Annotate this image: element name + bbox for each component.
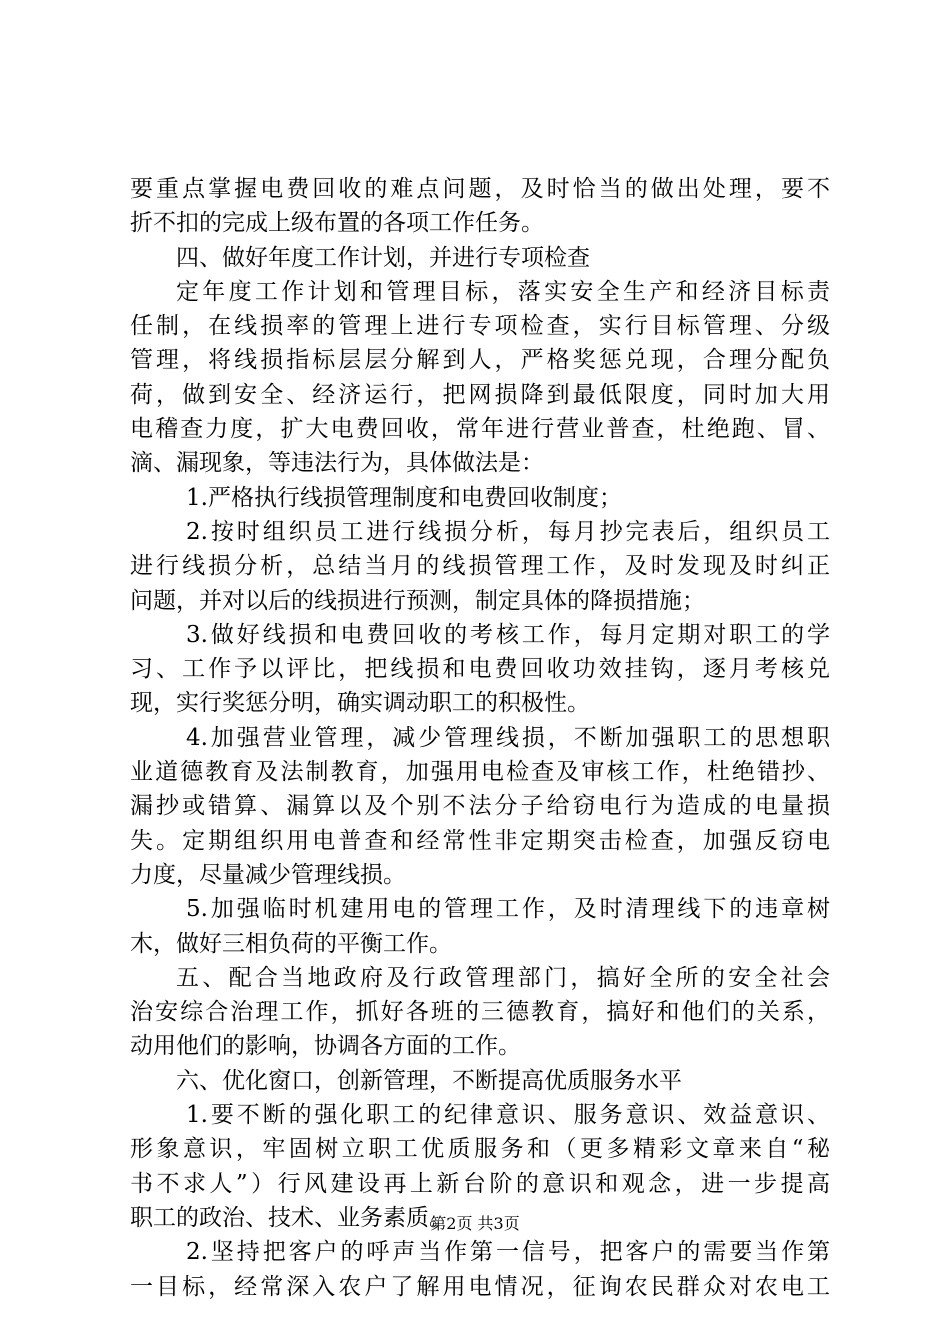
text-line: 一目标，经常深入农户了解用电情况，征询农民群众对农电工 <box>130 1273 830 1300</box>
list-item: 2.按时组织员工进行线损分析，每月抄完表后，组织员工 <box>186 518 830 545</box>
list-item: 3.做好线损和电费回收的考核工作，每月定期对职工的学 <box>186 621 830 648</box>
section-heading: 五、配合当地政府及行政管理部门，搞好全所的安全社会 <box>176 964 830 991</box>
list-item: 1.要不断的强化职工的纪律意识、服务意识、效益意识、 <box>186 1102 830 1129</box>
text-line: 形象意识，牢固树立职工优质服务和（更多精彩文章来自“秘 <box>130 1136 830 1163</box>
list-item: 4.加强营业管理，减少管理线损，不断加强职工的思想职 <box>186 724 830 751</box>
text-line: 失。定期组织用电普查和经常性非定期突击检查，加强反窃电 <box>130 827 830 854</box>
text-line: 问题，并对以后的线损进行预测，制定具体的降损措施； <box>130 587 705 614</box>
text-line: 力度，尽量减少管理线损。 <box>130 861 406 888</box>
text-line: 要重点掌握电费回收的难点问题，及时恰当的做出处理，要不 <box>130 176 830 202</box>
document-body <box>130 172 830 1304</box>
section-heading: 六、优化窗口，创新管理，不断提高优质服务水平 <box>176 1067 682 1094</box>
text-line: 木，做好三相负荷的平衡工作。 <box>130 930 452 957</box>
text-line: 荷，做到安全、经济运行，把网损降到最低限度，同时加大用 <box>130 381 830 408</box>
text-line: 定年度工作计划和管理目标，落实安全生产和经济目标责 <box>176 278 830 305</box>
text-line: 习、工作予以评比，把线损和电费回收功效挂钩，逐月考核兑 <box>130 656 830 683</box>
text-line: 折不扣的完成上级布置的各项工作任务。 <box>130 210 544 237</box>
text-line: 动用他们的影响，协调各方面的工作。 <box>130 1033 521 1060</box>
text-line: 职工的政治、技术、业务素质。 <box>130 1204 452 1231</box>
text-line: 电稽查力度，扩大电费回收，常年进行营业普查，杜绝跑、冒、 <box>130 416 830 443</box>
text-line: 滴、漏现象，等违法行为，具体做法是： <box>130 450 544 477</box>
text-line: 任制，在线损率的管理上进行专项检查，实行目标管理、分级 <box>130 313 830 340</box>
text-line: 漏抄或错算、漏算以及个别不法分子给窃电行为造成的电量损 <box>130 793 830 820</box>
text-line: 进行线损分析，总结当月的线损管理工作，及时发现及时纠正 <box>130 553 830 580</box>
list-item: 1.严格执行线损管理制度和电费回收制度； <box>186 484 622 511</box>
list-item: 2.坚持把客户的呼声当作第一信号，把客户的需要当作第 <box>186 1239 830 1266</box>
section-heading: 四、做好年度工作计划，并进行专项检查 <box>176 244 590 271</box>
list-item: 5.加强临时机建用电的管理工作，及时清理线下的违章树 <box>186 896 830 923</box>
text-line: 现，实行奖惩分明，确实调动职工的积极性。 <box>130 690 590 717</box>
text-line: 管理，将线损指标层层分解到人，严格奖惩兑现，合理分配负 <box>130 347 830 374</box>
text-line: 治安综合治理工作，抓好各班的三德教育，搞好和他们的关系， <box>130 999 830 1026</box>
text-line: 业道德教育及法制教育，加强用电检查及审核工作，杜绝错抄、 <box>130 759 830 786</box>
page-footer: 第2页 共3页 <box>430 1214 520 1233</box>
text-line: 书不求人”）行风建设再上新台阶的意识和观念，进一步提高 <box>130 1170 830 1197</box>
